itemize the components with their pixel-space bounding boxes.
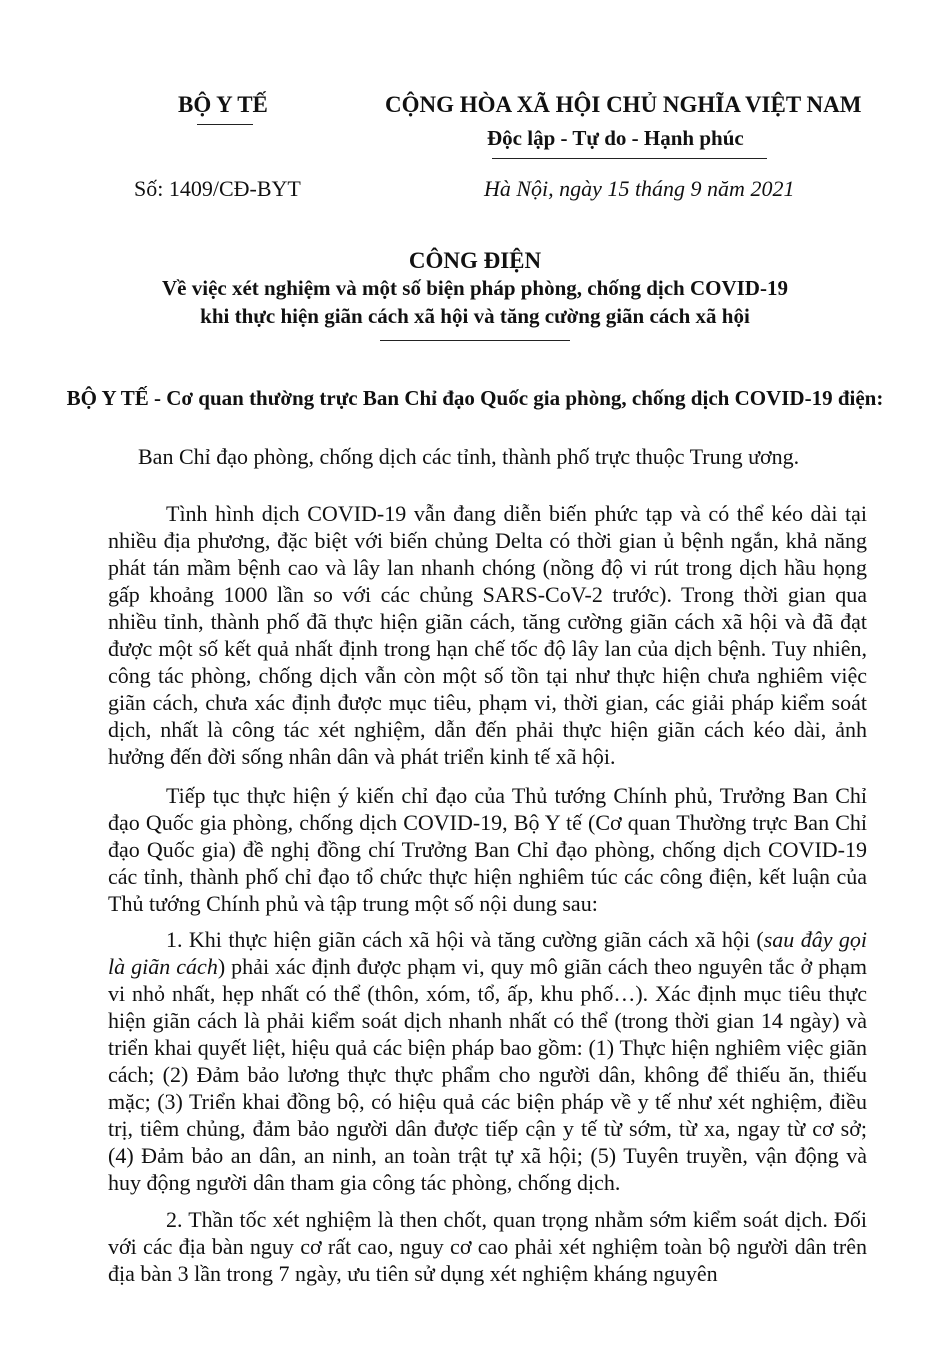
paragraph-3-text-end: ) phải xác định được phạm vi, quy mô giãn cách theo nguyên tắc ở phạm vi nhỏ nhất, hẹp nhất có thể (thôn, xóm, tổ, ấp, khu phố…). Xác định mục tiêu thực hiện giãn cách là phải kiểm soát dịch nhanh nhất có thể (trong thời gian 14 ngày) và triển khai quyết liệt, hiệu quả các biện pháp bao gồm: (1) Thực hiện nghiêm việc giãn cách; (2) Đảm bảo lương thực thực phẩm cho người dân, không để thiếu ăn, thiếu mặc; (3) Triển khai đồng bộ, có hiệu quả các biện pháp về y tế như xét nghiệm, điều trị, tiêm chủng, đảm bảo người dân được tiếp cận y tế từ sớm, từ xa, ngay từ cơ sở; (4) Đảm bảo an dân, an ninh, an toàn trật tự xã hội; (5) Tuyên truyền, vận động và huy động người dân tham gia công tác phòng, chống dịch.	[108, 954, 868, 1195]
body-paragraph-4: 2. Thần tốc xét nghiệm là then chốt, quan trọng nhằm sớm kiểm soát dịch. Đối với các địa bàn nguy cơ rất cao, nguy cơ cao phải xét nghiệm toàn bộ người dân trên địa bàn 3 lần trong 7 ngày, ưu tiên sử dụng xét nghiệm kháng nguyên	[108, 1207, 867, 1286]
subject-underline	[380, 340, 570, 341]
document-number: Số: 1409/CĐ-BYT	[134, 176, 301, 201]
national-title: CỘNG HÒA XÃ HỘI CHỦ NGHĨA VIỆT NAM	[385, 92, 862, 117]
issuing-agency: BỘ Y TẾ	[178, 92, 268, 117]
paragraph-3-text-start: 1. Khi thực hiện giãn cách xã hội và tăng cường giãn cách xã hội (	[166, 927, 764, 952]
place-date: Hà Nội, ngày 15 tháng 9 năm 2021	[484, 176, 795, 201]
subject-line-1: Về việc xét nghiệm và một số biện pháp phòng, chống dịch COVID-19	[162, 276, 788, 300]
agency-underline	[197, 124, 253, 125]
body-paragraph-1: Tình hình dịch COVID-19 vẫn đang diễn biến phức tạp và có thể kéo dài tại nhiều địa phương, đặc biệt với biến chủng Delta có thời gian ủ bệnh ngắn, khả năng phát tán mầm bệnh cao và lây lan nhanh chóng (nồng độ vi rút trong dịch hầu họng gấp khoảng 1000 lần so với các chủng SARS-CoV-2 trước). Trong thời gian qua nhiều tỉnh, thành phố đã thực hiện giãn cách, tăng cường giãn cách xã hội và đã đạt được một số kết quả nhất định trong hạn chế tốc độ lây lan của dịch bệnh. Tuy nhiên, công tác phòng, chống dịch vẫn còn một số tồn tại như thực hiện chưa nghiêm việc giãn cách, chưa xác định được mục tiêu, phạm vi, thời gian, các giải pháp kiểm soát dịch, nhất là công tác xét nghiệm, dẫn đến phải thực hiện giãn cách kéo dài, ảnh hưởng đến đời sống nhân dân và phát triển kinh tế xã hội.	[108, 501, 867, 769]
recipient-line: Ban Chỉ đạo phòng, chống dịch các tỉnh, thành phố trực thuộc Trung ương.	[138, 444, 800, 469]
body-paragraph-2: Tiếp tục thực hiện ý kiến chỉ đạo của Thủ tướng Chính phủ, Trưởng Ban Chỉ đạo Quốc gia phòng, chống dịch COVID-19, Bộ Y tế (Cơ quan Thường trực Ban Chỉ đạo Quốc gia) đề nghị đồng chí Trưởng Ban Chỉ đạo phòng, chống dịch COVID-19 các tỉnh, thành phố chỉ đạo tổ chức thực hiện nghiêm túc các công điện, kết luận của Thủ tướng Chính phủ và tập trung một số nội dung sau:	[108, 783, 867, 916]
body-paragraph-3	[108, 926, 867, 1196]
subject-line-2: khi thực hiện giãn cách xã hội và tăng cường giãn cách xã hội	[200, 304, 750, 328]
paragraph-3-italic-note: sau đây gọi là giãn cách	[108, 927, 867, 979]
sender-line: BỘ Y TẾ - Cơ quan thường trực Ban Chỉ đạo Quốc gia phòng, chống dịch COVID-19 điện:	[66, 386, 884, 410]
national-motto: Độc lập - Tự do - Hạnh phúc	[487, 126, 744, 150]
document-type: CÔNG ĐIỆN	[408, 248, 542, 273]
motto-underline	[492, 158, 767, 159]
